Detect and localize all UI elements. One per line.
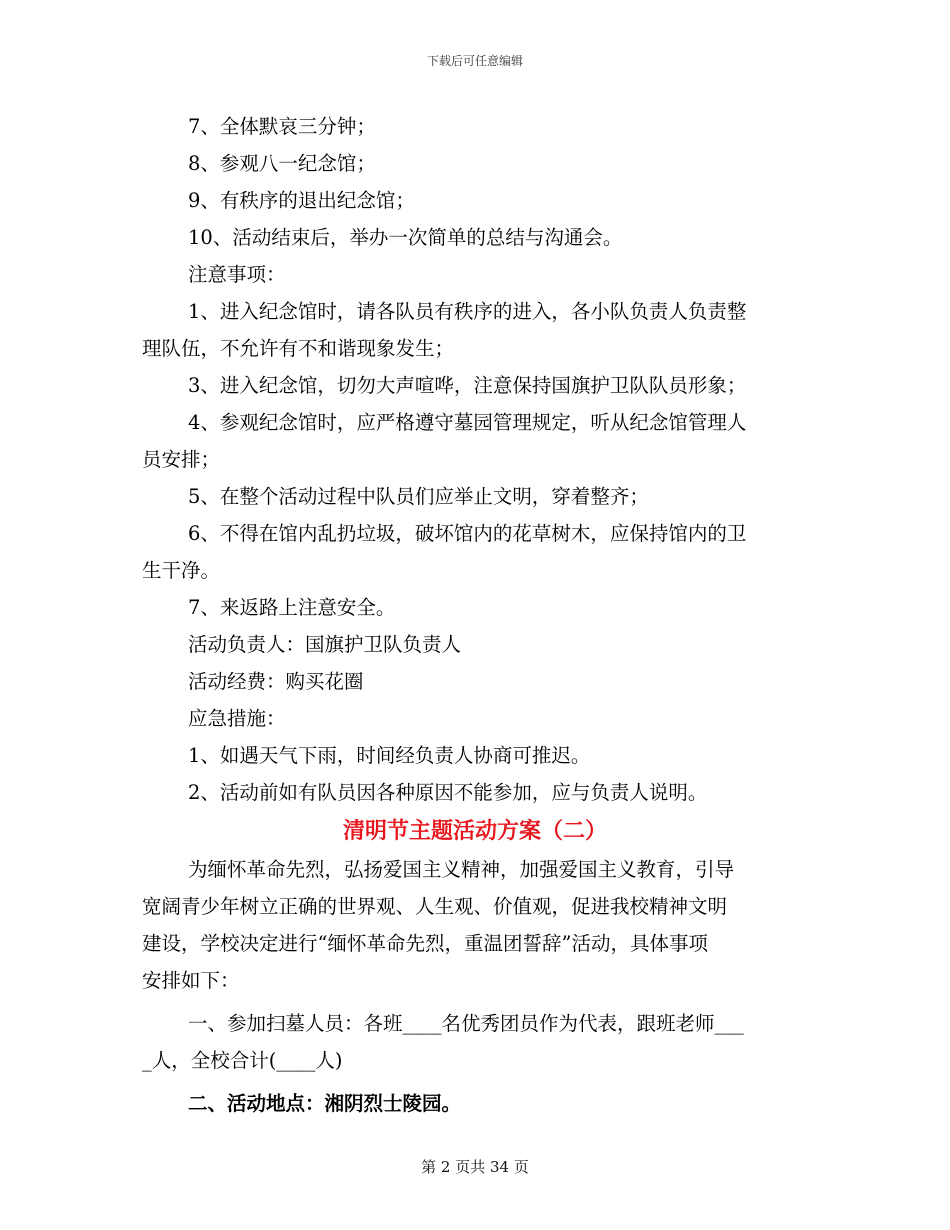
paragraph-line: 员安排； [142,448,221,471]
paragraph-line: 1、进入纪念馆时，请各队员有秩序的进入，各小队负责人负责整 [188,300,747,323]
section-title: 清明节主题活动方案（二） [342,818,607,844]
paragraph-line: 5、在整个活动过程中队员们应举止文明，穿着整齐； [188,485,649,508]
paragraph-line: 一、参加扫墓人员：各班____名优秀团员作为代表，跟班老师___ [188,1012,744,1035]
paragraph-line: _人，全校合计(____人) [142,1049,343,1072]
page-header: 下载后可任意编辑 [426,54,523,68]
paragraph-line: 6、不得在馆内乱扔垃圾，破坏馆内的花草树木，应保持馆内的卫 [188,522,747,545]
paragraph-line: 活动经费：购买花圈 [188,670,364,693]
document-body [142,108,808,1122]
paragraph-line: 3、进入纪念馆，切勿大声喧哗，注意保持国旗护卫队队员形象； [188,374,747,397]
paragraph-line: 建设，学校决定进行“缅怀革命先烈，重温团誓辞”活动，具体事项 [142,932,708,955]
paragraph-line: 安排如下： [142,969,240,992]
page-footer: 第 2 页共 34 页 [421,1158,529,1176]
paragraph-line: 宽阔青少年树立正确的世界观、人生观、价值观，促进我校精神文明 [142,895,728,918]
paragraph-line: 8、参观八一纪念馆； [188,152,376,175]
paragraph-line: 4、参观纪念馆时，应严格遵守墓园管理规定，听从纪念馆管理人 [188,411,747,434]
paragraph-line: 应急措施： [188,707,286,730]
paragraph-line: 活动负责人：国旗护卫队负责人 [188,633,462,656]
paragraph-line: 7、全体默哀三分钟； [188,115,376,138]
paragraph-line: 9、有秩序的退出纪念馆； [188,189,415,212]
paragraph-line: 为缅怀革命先烈，弘扬爱国主义精神，加强爱国主义教育，引导 [188,858,735,881]
paragraph-line: 7、来返路上注意安全。 [188,596,396,619]
paragraph-line: 1、如遇天气下雨，时间经负责人协商可推迟。 [188,744,591,767]
paragraph-line: 10、活动结束后，举办一次简单的总结与沟通会。 [188,226,623,249]
paragraph-line-bold: 二、活动地点：湘阴烈士陵园。 [188,1092,462,1115]
paragraph-line: 理队伍，不允许有不和谐现象发生； [142,337,455,360]
paragraph-line: 生干净。 [142,559,221,582]
paragraph-line: 注意事项： [188,263,286,286]
paragraph-line: 2、活动前如有队员因各种原因不能参加，应与负责人说明。 [188,781,708,804]
